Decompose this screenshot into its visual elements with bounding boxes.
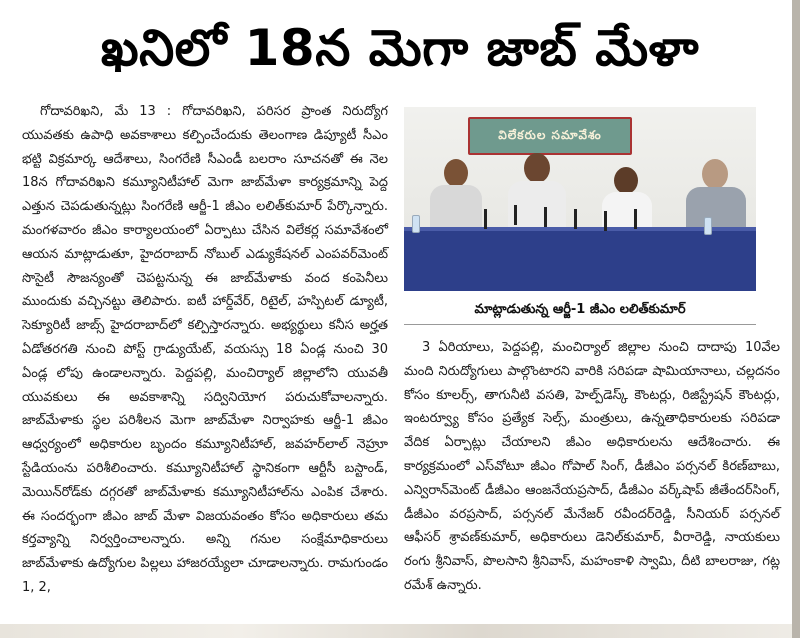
- article-body-right: [404, 336, 780, 598]
- microphone: [604, 211, 607, 231]
- water-bottle: [704, 217, 712, 235]
- photo-caption: మాట్లాడుతున్న ఆర్జీ-1 జీఎం లలిత్‌కుమార్: [474, 302, 686, 317]
- article-body-left: [22, 100, 388, 600]
- microphone: [514, 205, 517, 225]
- table-cloth: [404, 231, 756, 291]
- microphone: [484, 209, 487, 229]
- body-paragraph-left: గోదావరిఖని, మే 13 : గోదావరిఖని, పరిసర ప్రాంత నిరుద్యోగ యువతకు ఉపాధి అవకాశాలు కల్పించేందుకు తెలంగాణ డిప్యూటీ సీఎం భట్టి విక్రమార్క ఆదేశాలు, సింగరేణి సీఎండీ బలరాం సూచనతో ఈ నెల 18న గోదావరిఖని కమ్యూనిటీహాల్ మెగా జాబ్‌మేళా కార్యక్రమాన్ని పెద్ద ఎత్తున చెపడుతున్నట్లు సింగరేణి ఆర్జీ-1 జీఎం లలిత్‌కుమార్ పేర్కొన్నారు. మంగళవారం జీఎం కార్యాలయంలో ఏర్పాటు చేసిన విలేకర్ల సమావేశంలో ఆయన మాట్లాడుతూ, హైదరాబాద్ నోబుల్ ఎడ్యుకేషనల్ ఎంపవర్‌మెంట్ సొసైటీ సౌజన్యంతో చెపట్టనున్న ఈ జాబ్‌మేళాకు వంద కంపెనీలు ముందుకు వచ్చినట్టు తెలిపారు. ఐటీ హార్డ్‌వేర్, రిటైల్, హస్పిటల్ డ్యూటీ, సెక్యూరిటీ జాబ్స్ హైదరాబాద్‌లో కల్పిస్తారన్నారు. అభ్యర్థులు కనీస అర్హత ఏడోతరగతి నుంచి పోస్ట్ గ్రాడ్యుయేట్, వయస్సు 18 ఏండ్ల నుంచి 30 ఏండ్ల లోపు ఉండాలన్నారు. పెద్దపల్లి, మంచిర్యాల్ జిల్లాలోని యువతీ యువకులు ఈ అవకాశాన్ని సద్వినియోగ పరుచుకోవాలన్నారు. జాబ్‌మేళాకు స్థల పరిశీలన మెగా జాబ్‌మేళా నిర్వాహకు ఆర్జీ-1 జీఎం ఆధ్వర్యంలో అధికారుల బృందం కమ్యూనిటీహాల్, జవహర్‌లాల్ నెహ్రూ స్టేడియంను పరిశీలించారు. కమ్యూనిటీహాల్ స్థానికంగా ఆర్టీసీ బస్టాండ్, మెయిన్‌రోడ్‌కు దగ్గరతో జాబ్‌మేళాకు కమ్యూనిటీహాల్‌ను ఎంపిక చేశారు. ఈ సందర్భంగా జీఎం జాబ్ మేళా విజయవంతం కోసం అధికారులు తమ కర్తవ్యాన్ని నిర్వర్తించాలన్నారు. అన్ని గనుల సంక్షేమాధికారులు జాబ్‌మేళాకు ఉద్యోగుల పిల్లలు హాజరయ్యేలా చూడాలన్నారు. రామగుండం 1, 2,: [22, 104, 388, 595]
- microphone: [544, 207, 547, 227]
- body-paragraph-right: 3 ఏరియాలు, పెద్దపల్లి, మంచిర్యాల్ జిల్లాల నుంచి దాదాపు 10వేల మంది నిరుద్యోగులు పాల్గొంటారని వారికి సరిపడా షామియానాలు, చల్లదనం కోసం కూలర్స్, తాగునీటి వసతి, హెల్ప్‌డెస్క్ కౌంటర్లు, రిజిస్ట్రేషన్ కౌంటర్లు, ఇంటర్వ్యూ కోసం ప్రత్యేక సెల్స్, మంత్రులు, ఉన్నతాధికారులకు సరిపడా వేదిక ఏర్పాట్లు చేయాలని జీఎం అధికారులను ఆదేశించారు. ఈ కార్యక్రమంలో ఎస్‌వోటూ జీఎం గోపాల్ సింగ్, డీజీఎం పర్సనల్ కిరణ్‌బాబు, ఎన్విరాన్‌మెంట్ డీజీఎం ఆంజనేయప్రసాద్, డీజీఎం వర్క్‌షాప్ జీతేందర్‌సింగ్, డీజీఎం వరప్రసాద్, పర్సనల్ మేనేజర్ రవీందర్‌రెడ్డి, సీనియర్ పర్సనల్ ఆఫీసర్ శ్రావణ్‌కుమార్, అధికారులు డెనిల్‌కుమార్, వీరారెడ్డి, నాయకులు రంగు శ్రీనివాస్, పొలసాని శ్రీనివాస్, మహంకాళి స్వామి, దీటి బాలరాజు, గట్ల రమేశ్ ఉన్నారు.: [404, 340, 780, 593]
- microphone: [574, 209, 577, 229]
- photo-banner: విలేకరుల సమావేశం: [468, 117, 632, 155]
- headline: ఖనిలో 18న మెగా జాబ్ మేళా: [100, 19, 700, 77]
- microphone: [634, 209, 637, 229]
- page-edge: [792, 0, 800, 638]
- news-photo: [404, 107, 756, 291]
- bottom-image-strip: [0, 624, 800, 638]
- water-bottle: [412, 215, 420, 233]
- caption-divider: [404, 324, 756, 325]
